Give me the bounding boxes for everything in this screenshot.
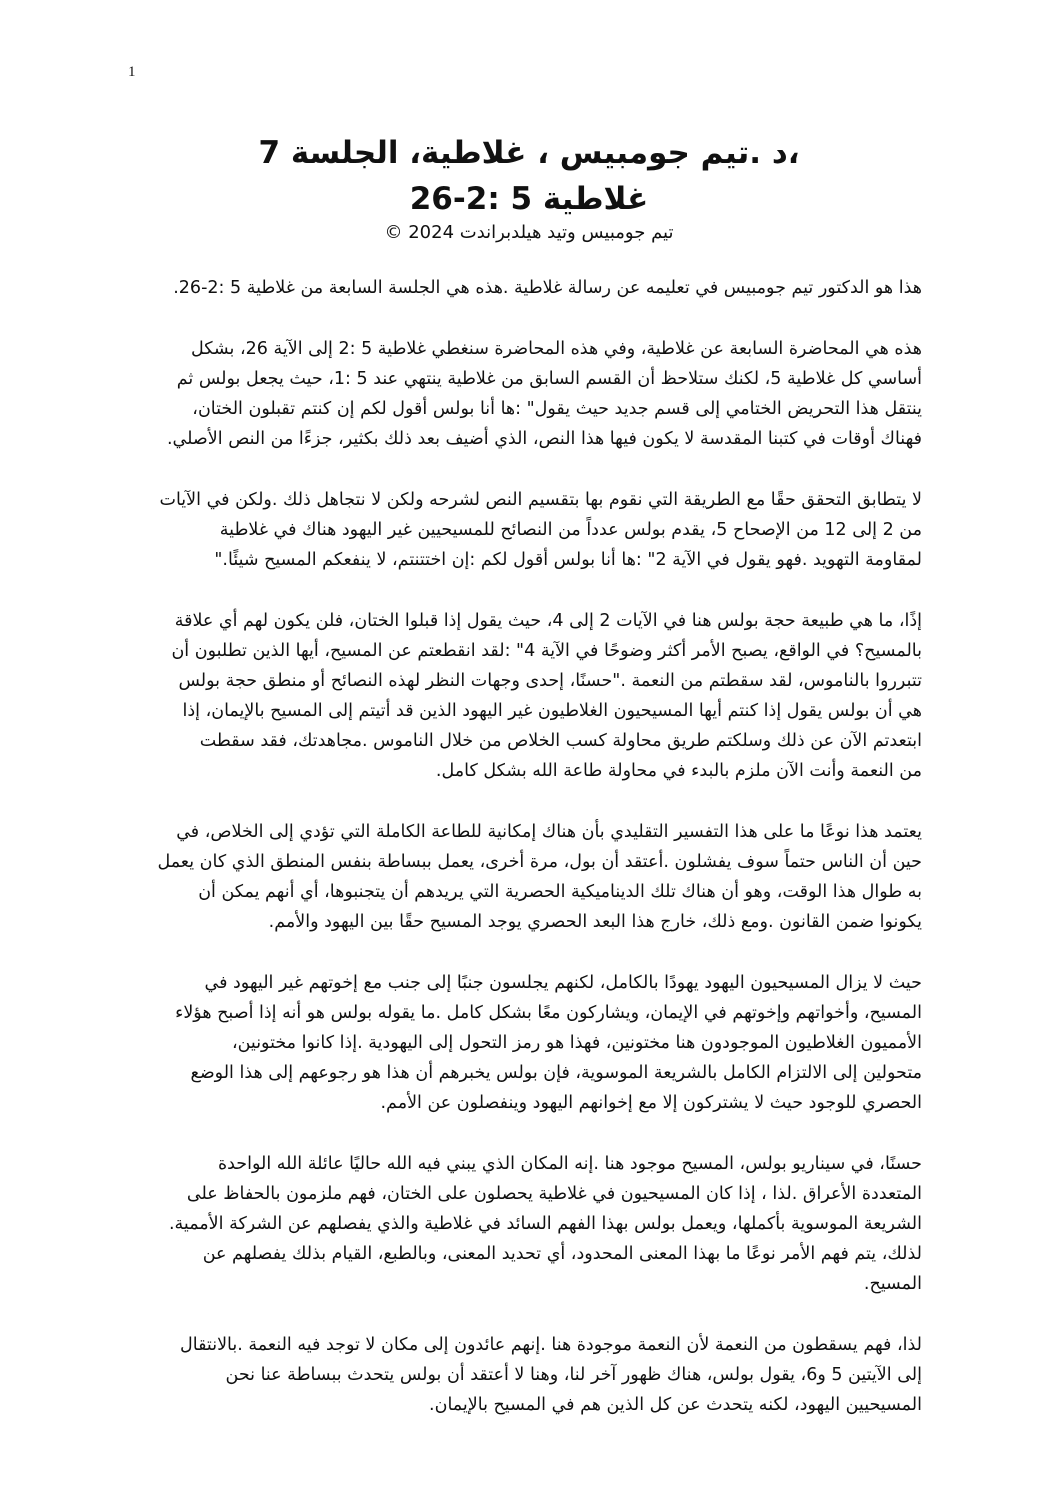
paragraph-line: هذا هو الدكتور تيم جومبيس في تعليمه عن رسالة غلاطية .هذه هي الجلسة السابعة من غلاطية 5 :2-26. (173, 278, 922, 298)
paragraph (128, 334, 922, 454)
paragraph (128, 1330, 922, 1420)
paragraph-line: به طوال هذا الوقت، وهو أن هناك تلك الديناميكية الحصرية التي يريدهم أن يتجنبوها، أي أنهم يمكن أن (198, 882, 922, 902)
title-line-1: ،د .تيم جومبيس ، غلاطية، الجلسة 7 (258, 135, 800, 171)
paragraph-line: ينتقل هذا التحريض الختامي إلى قسم جديد حيث يقول" :ها أنا بولس أقول لكم إن كنتم تقبلون الختان، (192, 399, 922, 419)
paragraph-line: متحولين إلى الالتزام الكامل بالشريعة الموسوية، فإن بولس يخبرهم أن هذا هو رجوعهم إلى هذا الوضع (190, 1063, 922, 1083)
copyright-notice: تيم جومبيس وتيد هيلدبراندت 2024 © (384, 222, 674, 243)
paragraph (128, 606, 922, 786)
paragraph-line: حسنًا، في سيناريو بولس، المسيح موجود هنا .إنه المكان الذي يبني فيه الله حاليًا عائلة الله الواحدة (217, 1154, 922, 1174)
paragraph-line: أساسي كل غلاطية 5، لكنك ستلاحظ أن القسم السابق من غلاطية ينتهي عند 5 :1، حيث يجعل بولس ثم (176, 369, 922, 389)
paragraph-line: حيث لا يزال المسيحيون اليهود يهودًا بالكامل، لكنهم يجلسون جنبًا إلى جنب مع إخوتهم غير اليهود في (204, 973, 922, 993)
paragraph-line: إذًا، ما هي طبيعة حجة بولس هنا في الآيات 2 إلى 4، حيث يقول إذا قبلوا الختان، فلن يكون لهم أي علاقة (174, 611, 922, 631)
paragraph-line: المسيح. (863, 1274, 922, 1294)
paragraph-line: المسيحيين اليهود، لكنه يتحدث عن كل الذين هم في المسيح بالإيمان. (429, 1395, 922, 1415)
paragraph-line: لذا، فهم يسقطون من النعمة لأن النعمة موجودة هنا .إنهم عائدون إلى مكان لا توجد فيه النعمة .بالانتقال (180, 1335, 922, 1355)
paragraph-line: الأمميون الغلاطيون الموجودون هنا مختونين، فهذا هو رمز التحول إلى اليهودية .إذا كانوا مختونين، (231, 1033, 922, 1053)
paragraph (128, 273, 922, 303)
document-title (0, 130, 1058, 222)
paragraph-line: تتبرروا بالناموس، لقد سقطتم من النعمة ."حسنًا، إحدى وجهات النظر لهذه النصائح أو منطق حجة بولس (178, 671, 922, 691)
paragraph (128, 1149, 922, 1299)
paragraph-line: المسيح، وأخواتهم وإخوتهم في الإيمان، ويشاركون معًا بشكل كامل .ما يقوله بولس هو أنه إذا أصبح هؤلاء (175, 1003, 922, 1023)
paragraph-line: بالمسيح؟ في الواقع، يصبح الأمر أكثر وضوحًا في الآية 4" :لقد انقطعتم عن المسيح، أيها الذين تطلبون أن (171, 641, 922, 661)
document-body (128, 273, 922, 1451)
paragraph-line: فهناك أوقات في كتبنا المقدسة لا يكون فيها هذا النص، الذي أضيف بعد ذلك بكثير، جزءًا من النص الأصلي. (166, 429, 922, 449)
paragraph-line: لمقاومة التهويد .فهو يقول في الآية 2" :ها أنا بولس أقول لكم :إن اختتنتم، لا ينفعكم المسيح شيئًا." (214, 550, 922, 570)
title-line-2: غلاطية 5 :2-26 (409, 181, 649, 217)
paragraph-line: المتعددة الأعراق .لذا ، إذا كان المسيحيون في غلاطية يحصلون على الختان، فهم ملزمون بالحفاظ على (186, 1184, 922, 1204)
paragraph-line: حين أن الناس حتماً سوف يفشلون .أعتقد أن بول، مرة أخرى، يعمل ببساطة بنفس المنطق الذي كان يعمل (157, 852, 922, 872)
paragraph-line: هي أن بولس يقول إذا كنتم أيها المسيحيون الغلاطيون غير اليهود الذين قد أتيتم إلى المسيح بالإيمان، إذا (182, 701, 922, 721)
paragraph-line: هذه هي المحاضرة السابعة عن غلاطية، وفي هذه المحاضرة سنغطي غلاطية 5 :2 إلى الآية 26، بشكل (191, 339, 922, 359)
paragraph-line: لا يتطابق التحقق حقًا مع الطريقة التي نقوم بها بتقسيم النص لشرحه ولكن لا نتجاهل ذلك .ولكن في الآيات (159, 490, 922, 510)
paragraph-line: يكونوا ضمن القانون .ومع ذلك، خارج هذا البعد الحصري يوجد المسيح حقًا بين اليهود والأمم. (268, 912, 922, 932)
paragraph (128, 968, 922, 1118)
paragraph-line: من 2 إلى 12 من الإصحاح 5، يقدم بولس عدداً من النصائح للمسيحيين غير اليهود هناك في غلاطية (219, 520, 922, 540)
paragraph (128, 485, 922, 575)
paragraph-line: الشريعة الموسوية بأكملها، ويعمل بولس بهذا الفهم السائد في غلاطية والذي يفصلهم عن الشركة الأممية. (168, 1214, 922, 1234)
paragraph-line: إلى الآيتين 5 و6، يقول بولس، هناك ظهور آخر لنا، وهنا لا أعتقد أن بولس يتحدث ببساطة عنا نحن (225, 1365, 922, 1385)
paragraph-line: ابتعدتم الآن عن ذلك وسلكتم طريق محاولة كسب الخلاص من خلال الناموس .مجاهدتك، فقد سقطت (199, 731, 922, 751)
paragraph-line: لذلك، يتم فهم الأمر نوعًا ما بهذا المعنى المحدود، أي تحديد المعنى، وبالطبع، القيام بذلك يفصلهم عن (202, 1244, 922, 1264)
paragraph (128, 817, 922, 937)
paragraph-line: يعتمد هذا نوعًا ما على هذا التفسير التقليدي بأن هناك إمكانية للطاعة الكاملة التي تؤدي إلى الخلاص، في (176, 822, 922, 842)
paragraph-line: الحصري للوجود حيث لا يشتركون إلا مع إخوانهم اليهود وينفصلون عن الأمم. (380, 1093, 922, 1113)
page-number: 1 (128, 64, 136, 80)
paragraph-line: من النعمة وأنت الآن ملزم بالبدء في محاولة طاعة الله بشكل كامل. (435, 761, 922, 781)
